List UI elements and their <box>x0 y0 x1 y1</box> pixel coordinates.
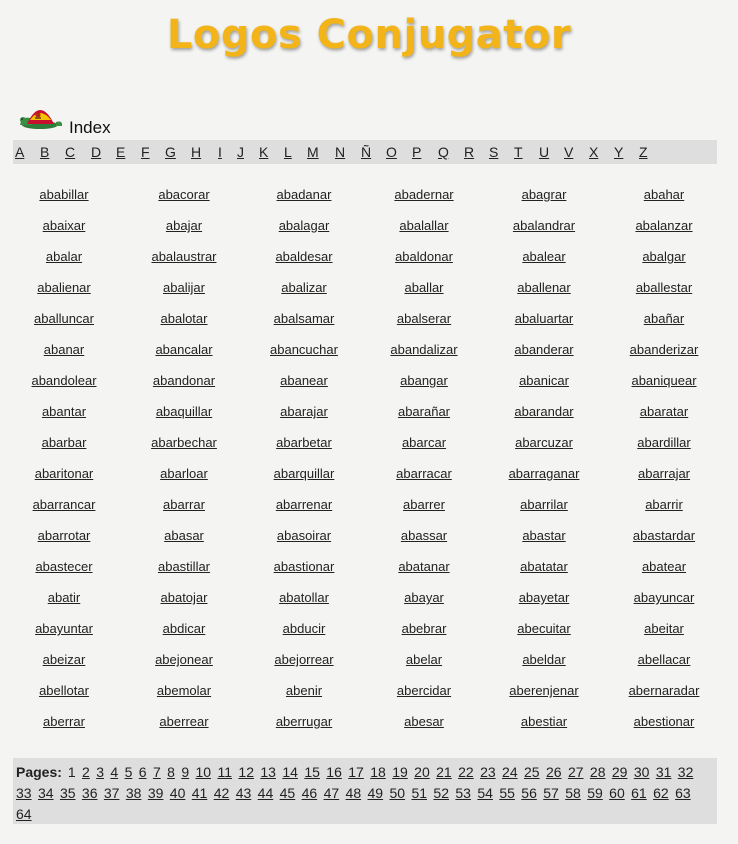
verb-link[interactable]: abatanar <box>398 559 450 574</box>
page-link[interactable]: 16 <box>326 764 342 780</box>
verb-link[interactable]: aberrear <box>159 714 209 729</box>
page-link[interactable]: 26 <box>545 764 562 780</box>
verb-link[interactable]: abastionar <box>273 559 335 574</box>
page-link[interactable]: 10 <box>195 764 212 780</box>
verb-link[interactable]: abanicar <box>519 373 569 388</box>
letter-link[interactable]: P <box>412 144 422 160</box>
letter-link[interactable]: Ñ <box>361 144 372 160</box>
verb-link[interactable]: abarrenar <box>275 497 333 512</box>
page-link[interactable]: 11 <box>217 764 233 780</box>
verb-link[interactable]: abaquillar <box>155 404 213 419</box>
verb-link[interactable]: abaritonar <box>34 466 94 481</box>
page-link[interactable]: 29 <box>611 764 628 780</box>
page-link[interactable]: 56 <box>521 785 537 801</box>
verb-link[interactable]: abalallar <box>399 218 449 233</box>
page-link[interactable]: 61 <box>631 785 647 801</box>
page-link[interactable]: 28 <box>589 764 606 780</box>
verb-link[interactable]: abellacar <box>637 652 691 667</box>
verb-link[interactable]: abernaradar <box>628 683 700 698</box>
page-link[interactable]: 8 <box>167 764 175 780</box>
page-link[interactable]: 3 <box>96 764 104 780</box>
verb-link[interactable]: abandalizar <box>390 342 458 357</box>
verb-link[interactable]: abalanzar <box>635 218 693 233</box>
verb-link[interactable]: abarandar <box>514 404 574 419</box>
verb-link[interactable]: abatatar <box>520 559 568 574</box>
verb-link[interactable]: aballuncar <box>34 311 94 326</box>
page-link[interactable]: 17 <box>348 764 364 780</box>
letter-link[interactable]: U <box>539 144 550 160</box>
page-link[interactable]: 53 <box>455 785 471 801</box>
verb-grid <box>4 182 724 740</box>
verb-link[interactable]: abarrancar <box>32 497 96 512</box>
page-link[interactable]: 52 <box>433 785 449 801</box>
index-label: Index <box>69 118 111 137</box>
page-link[interactable]: 55 <box>499 785 515 801</box>
page-link[interactable]: 58 <box>565 785 581 801</box>
page-link[interactable]: 15 <box>304 764 320 780</box>
page-link[interactable]: 1 <box>67 764 76 780</box>
page-link[interactable]: 23 <box>480 764 496 780</box>
page-link[interactable]: 48 <box>345 785 362 801</box>
verb-link[interactable]: aberrugar <box>275 714 333 729</box>
verb-link[interactable]: abalagar <box>278 218 330 233</box>
verb-link[interactable]: abarrir <box>645 497 683 512</box>
verb-link[interactable]: aberenjenar <box>509 683 579 698</box>
letter-link[interactable]: O <box>386 144 397 160</box>
verb-link[interactable]: abecuitar <box>517 621 571 636</box>
page-link[interactable]: 14 <box>282 764 298 780</box>
page-link[interactable]: 36 <box>81 785 98 801</box>
verb-link[interactable]: abejonear <box>155 652 213 667</box>
verb-link[interactable]: abducir <box>282 621 326 636</box>
verb-link[interactable]: abalserar <box>396 311 452 326</box>
letter-link[interactable]: N <box>335 144 346 160</box>
verb-link[interactable]: abassar <box>400 528 448 543</box>
verb-link[interactable]: aballenar <box>517 280 571 295</box>
letter-link[interactable]: Y <box>614 144 624 160</box>
verb-link[interactable]: abandolear <box>31 373 97 388</box>
page-link[interactable]: 54 <box>477 785 493 801</box>
page-link[interactable]: 38 <box>125 785 142 801</box>
page-link[interactable]: 12 <box>238 764 254 780</box>
page-link[interactable]: 18 <box>370 764 386 780</box>
verb-link[interactable]: abaniquear <box>631 373 697 388</box>
verb-link[interactable]: abeizar <box>42 652 86 667</box>
verb-link[interactable]: abestiar <box>520 714 568 729</box>
letter-link[interactable]: B <box>40 144 50 160</box>
verb-link[interactable]: abalsamar <box>273 311 335 326</box>
letter-link[interactable]: J <box>237 144 244 160</box>
verb-link[interactable]: abarrar <box>163 497 205 512</box>
verb-link[interactable]: abasar <box>164 528 204 543</box>
verb-link[interactable]: abarañar <box>397 404 451 419</box>
letter-link[interactable]: V <box>564 144 574 160</box>
page-link[interactable]: 51 <box>411 785 428 801</box>
page-link[interactable]: 42 <box>213 785 230 801</box>
pages-label: Pages: <box>16 764 62 780</box>
page-link[interactable]: 62 <box>653 785 669 801</box>
verb-link[interactable]: abarcar <box>401 435 447 450</box>
page-link[interactable]: 7 <box>152 764 161 780</box>
letter-link[interactable]: I <box>218 144 222 160</box>
page-link[interactable]: 63 <box>675 785 691 801</box>
verb-link[interactable]: abalienar <box>37 280 91 295</box>
verb-link[interactable]: abadernar <box>394 187 454 202</box>
page-link[interactable]: 46 <box>301 785 318 801</box>
verb-link[interactable]: abayuntar <box>35 621 93 636</box>
verb-link[interactable]: abatear <box>641 559 687 574</box>
verb-link[interactable]: abastillar <box>157 559 211 574</box>
verb-link[interactable]: abelar <box>405 652 443 667</box>
verb-link[interactable]: abalar <box>45 249 83 264</box>
verb-link[interactable]: abatollar <box>279 590 329 605</box>
verb-link[interactable]: abdicar <box>162 621 206 636</box>
page-link[interactable]: 33 <box>16 785 32 801</box>
letter-link[interactable]: T <box>514 144 523 160</box>
verb-link[interactable]: abalizar <box>281 280 327 295</box>
page-link[interactable]: 2 <box>82 764 90 780</box>
verb-link[interactable]: abaratar <box>639 404 689 419</box>
page-link[interactable]: 45 <box>279 785 296 801</box>
verb-link[interactable]: abarbetar <box>276 435 332 450</box>
letter-link[interactable]: Q <box>438 144 449 160</box>
page-link[interactable]: 22 <box>458 764 474 780</box>
verb-link[interactable]: aballar <box>404 280 444 295</box>
letter-link[interactable]: G <box>165 144 176 160</box>
verb-link[interactable]: abalear <box>522 249 566 264</box>
page-link[interactable]: 31 <box>655 764 672 780</box>
alphabet-nav <box>13 140 717 164</box>
verb-link[interactable]: abayar <box>404 590 444 605</box>
verb-link[interactable]: aberrar <box>43 714 85 729</box>
page-link[interactable]: 35 <box>59 785 76 801</box>
verb-link[interactable]: abaldesar <box>275 249 333 264</box>
page-link[interactable]: 34 <box>37 785 54 801</box>
verb-link[interactable]: abeitar <box>644 621 684 636</box>
letter-link[interactable]: A <box>15 144 25 160</box>
letter-link[interactable]: Z <box>639 144 648 160</box>
page-link[interactable]: 50 <box>389 785 406 801</box>
verb-link[interactable]: abanear <box>280 373 328 388</box>
verb-link[interactable]: abarrajar <box>637 466 691 481</box>
verb-link[interactable]: abancuchar <box>270 342 338 357</box>
verb-link[interactable]: abarrotar <box>37 528 91 543</box>
verb-link[interactable]: abajar <box>165 218 203 233</box>
verb-link[interactable]: abarloar <box>160 466 208 481</box>
page-link[interactable]: 32 <box>677 764 694 780</box>
verb-link[interactable]: abadanar <box>276 187 332 202</box>
page-link[interactable]: 6 <box>138 764 147 780</box>
page-link[interactable]: 24 <box>502 764 518 780</box>
letter-link[interactable]: L <box>284 144 292 160</box>
page-link[interactable]: 30 <box>633 764 650 780</box>
page-link[interactable]: 39 <box>147 785 164 801</box>
page-link[interactable]: 64 <box>16 806 32 822</box>
page-link[interactable]: 9 <box>181 764 190 780</box>
verb-link[interactable]: abestionar <box>633 714 695 729</box>
verb-link[interactable]: abalandrar <box>512 218 576 233</box>
page-link[interactable]: 21 <box>436 764 452 780</box>
verb-link[interactable]: abarquillar <box>273 466 335 481</box>
verb-link[interactable]: abeldar <box>522 652 566 667</box>
verb-link[interactable]: abalgar <box>642 249 686 264</box>
verb-link[interactable]: abanderizar <box>629 342 699 357</box>
page-link[interactable]: 44 <box>257 785 274 801</box>
verb-link[interactable]: abarracar <box>396 466 452 481</box>
spain-turtle-flag-icon <box>16 98 64 132</box>
letter-link[interactable]: H <box>191 144 202 160</box>
page-link[interactable]: 20 <box>414 764 430 780</box>
page-link[interactable]: 60 <box>609 785 625 801</box>
verb-link[interactable]: abahar <box>643 187 685 202</box>
verb-link[interactable]: abatir <box>47 590 81 605</box>
page-link[interactable]: 47 <box>323 785 340 801</box>
letter-link[interactable]: F <box>141 144 150 160</box>
verb-link[interactable]: abastecer <box>35 559 93 574</box>
page-link[interactable]: 13 <box>260 764 276 780</box>
verb-link[interactable]: abandonar <box>152 373 216 388</box>
verb-link[interactable]: abarraganar <box>508 466 580 481</box>
verb-link[interactable]: abantar <box>41 404 87 419</box>
verb-link[interactable]: abanderar <box>514 342 574 357</box>
verb-link[interactable]: abarbechar <box>151 435 217 450</box>
verb-link[interactable]: abarcuzar <box>515 435 573 450</box>
verb-link[interactable]: abaldonar <box>395 249 453 264</box>
verb-link[interactable]: abalotar <box>160 311 208 326</box>
verb-link[interactable]: abardillar <box>637 435 691 450</box>
letter-link[interactable]: R <box>464 144 475 160</box>
site-title: Logos Conjugator <box>166 12 572 58</box>
page-link[interactable]: 43 <box>235 785 252 801</box>
letter-link[interactable]: M <box>307 144 319 160</box>
verb-link[interactable]: abercidar <box>396 683 452 698</box>
page-link[interactable]: 49 <box>367 785 384 801</box>
verb-link[interactable]: abañar <box>643 311 685 326</box>
page-link[interactable]: 5 <box>124 764 133 780</box>
page-link[interactable]: 27 <box>567 764 584 780</box>
verb-link[interactable]: abejorrear <box>274 652 334 667</box>
letter-link[interactable]: C <box>65 144 76 160</box>
verb-link[interactable]: abancalar <box>155 342 213 357</box>
verb-link[interactable]: abayetar <box>518 590 570 605</box>
verb-link[interactable]: ababillar <box>39 187 89 202</box>
page-link[interactable]: 37 <box>103 785 120 801</box>
verb-link[interactable]: abenir <box>285 683 323 698</box>
letter-link[interactable]: X <box>589 144 599 160</box>
verb-link[interactable]: abemolar <box>156 683 212 698</box>
pagination <box>13 758 717 824</box>
verb-link[interactable]: abasoirar <box>276 528 332 543</box>
letter-link[interactable]: K <box>259 144 269 160</box>
page-link[interactable]: 41 <box>191 785 208 801</box>
page-link[interactable]: 59 <box>587 785 603 801</box>
verb-link[interactable]: abellotar <box>39 683 89 698</box>
verb-link[interactable]: abarajar <box>280 404 328 419</box>
verb-link[interactable]: abalaustrar <box>151 249 217 264</box>
verb-link[interactable]: abastar <box>522 528 566 543</box>
verb-link[interactable]: aballestar <box>635 280 693 295</box>
verb-link[interactable]: abagrar <box>521 187 567 202</box>
page-link[interactable]: 57 <box>543 785 559 801</box>
verb-link[interactable]: abarbar <box>41 435 87 450</box>
letter-link[interactable]: D <box>91 144 102 160</box>
verb-link[interactable]: abebrar <box>401 621 447 636</box>
verb-link[interactable]: abarrer <box>403 497 445 512</box>
verb-link[interactable]: abalijar <box>163 280 205 295</box>
verb-link[interactable]: abanar <box>43 342 85 357</box>
page-link[interactable]: 40 <box>169 785 186 801</box>
verb-link[interactable]: abaluartar <box>514 311 574 326</box>
letter-link[interactable]: S <box>489 144 499 160</box>
verb-link[interactable]: abatojar <box>160 590 208 605</box>
verb-link[interactable]: abangar <box>400 373 448 388</box>
letter-link[interactable]: E <box>116 144 126 160</box>
verb-link[interactable]: abaixar <box>42 218 86 233</box>
verb-link[interactable]: abacorar <box>158 187 210 202</box>
page-link[interactable]: 4 <box>110 764 119 780</box>
verb-link[interactable]: abastardar <box>632 528 696 543</box>
verb-link[interactable]: abayuncar <box>633 590 695 605</box>
page-link[interactable]: 25 <box>524 764 540 780</box>
verb-link[interactable]: abarrilar <box>520 497 568 512</box>
verb-link[interactable]: abesar <box>404 714 444 729</box>
page-link[interactable]: 19 <box>392 764 408 780</box>
